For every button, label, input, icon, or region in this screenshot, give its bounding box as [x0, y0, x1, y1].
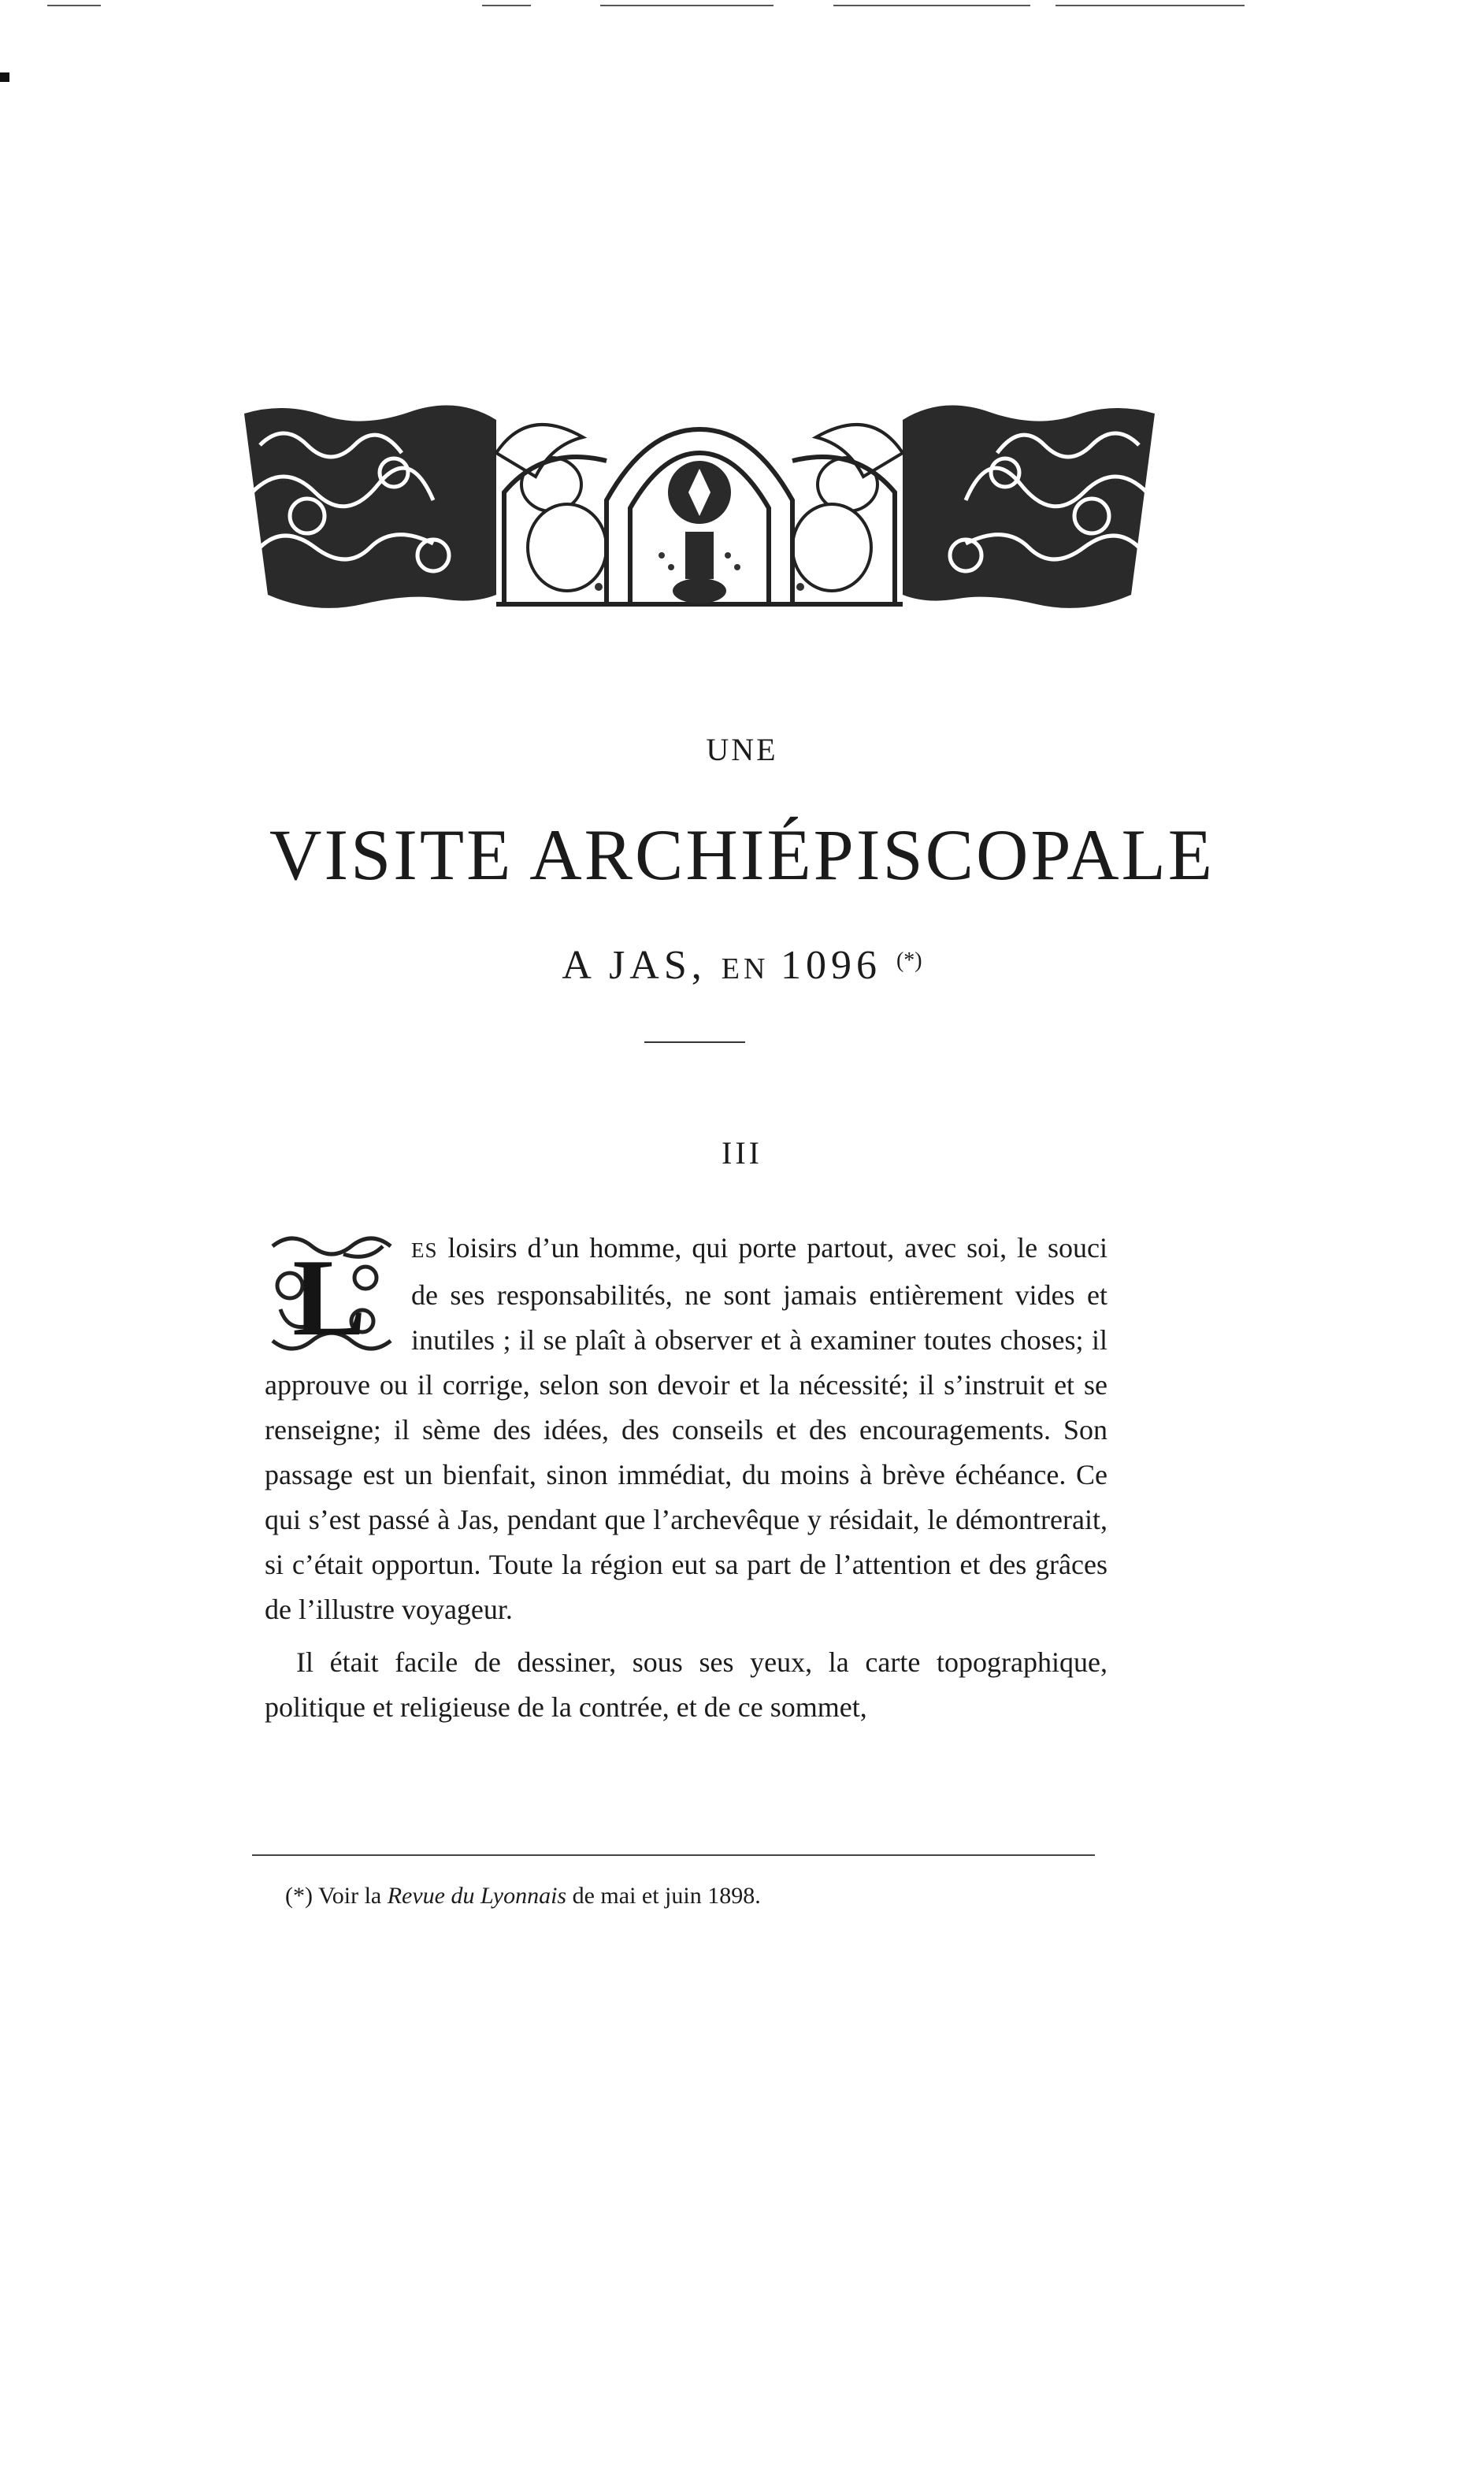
- dropcap-letter: L: [292, 1237, 366, 1358]
- subtitle-en: EN: [721, 952, 781, 985]
- scan-top-line: [600, 5, 774, 6]
- ornamental-headpiece: [236, 398, 1163, 614]
- paragraph-2: Il était facile de dessiner, sous ses yeux, la carte topographique, politique et religieuse de la contrée, et de ce sommet,: [265, 1646, 1107, 1723]
- title-divider: [644, 1041, 745, 1043]
- page-title: VISITE ARCHIÉPISCOPALE: [269, 815, 1215, 895]
- ornamental-initial-icon: [265, 1230, 394, 1358]
- page-subtitle: [0, 942, 1484, 989]
- body-text: [265, 1226, 1107, 1730]
- subtitle-place: A JAS,: [562, 943, 722, 988]
- footnote-prefix: Voir la: [312, 1883, 388, 1909]
- scan-top-line: [47, 5, 101, 6]
- scan-top-line: [833, 5, 1030, 6]
- dropcap-initial: [265, 1230, 394, 1358]
- title-kicker: UNE: [706, 732, 778, 767]
- headpiece-ornament-icon: [236, 398, 1163, 614]
- footnote-suffix: de mai et juin 1898.: [566, 1883, 761, 1909]
- footnote-divider: [252, 1854, 1095, 1856]
- scan-top-line: [1055, 5, 1245, 6]
- scan-edge-mark: [0, 72, 9, 82]
- footnote-marker: (*): [285, 1883, 313, 1909]
- subtitle-footnote-ref: (*): [896, 948, 922, 973]
- section-number: III: [722, 1135, 762, 1171]
- subtitle-year: 1096: [780, 943, 896, 988]
- paragraph-1-text: loisirs d’un homme, qui porte partout, avec soi, le souci de ses responsabilités, ne sont jamais entièrement vides et inutiles ; il se plaît à observer et à examiner toutes choses; il approuve ou il corrige, selon son devoir et la nécessité; il s’instruit et se renseigne; il sème des idées, des conseils et des encouragements. Son passage est un bienfait, sinon immédiat, du moins à brève échéance. Ce qui s’est passé à Jas, pendant que l’archevêque y résidait, le démontrerait, si c’était opportun. Toute la région eut sa part de l’attention et des grâces de l’illustre voyageur.: [265, 1232, 1107, 1625]
- scan-top-line: [482, 5, 531, 6]
- paragraph-1-lead: ES: [411, 1238, 438, 1262]
- footnote-journal: Revue du Lyonnais: [387, 1883, 567, 1909]
- footnote: [285, 1883, 761, 1910]
